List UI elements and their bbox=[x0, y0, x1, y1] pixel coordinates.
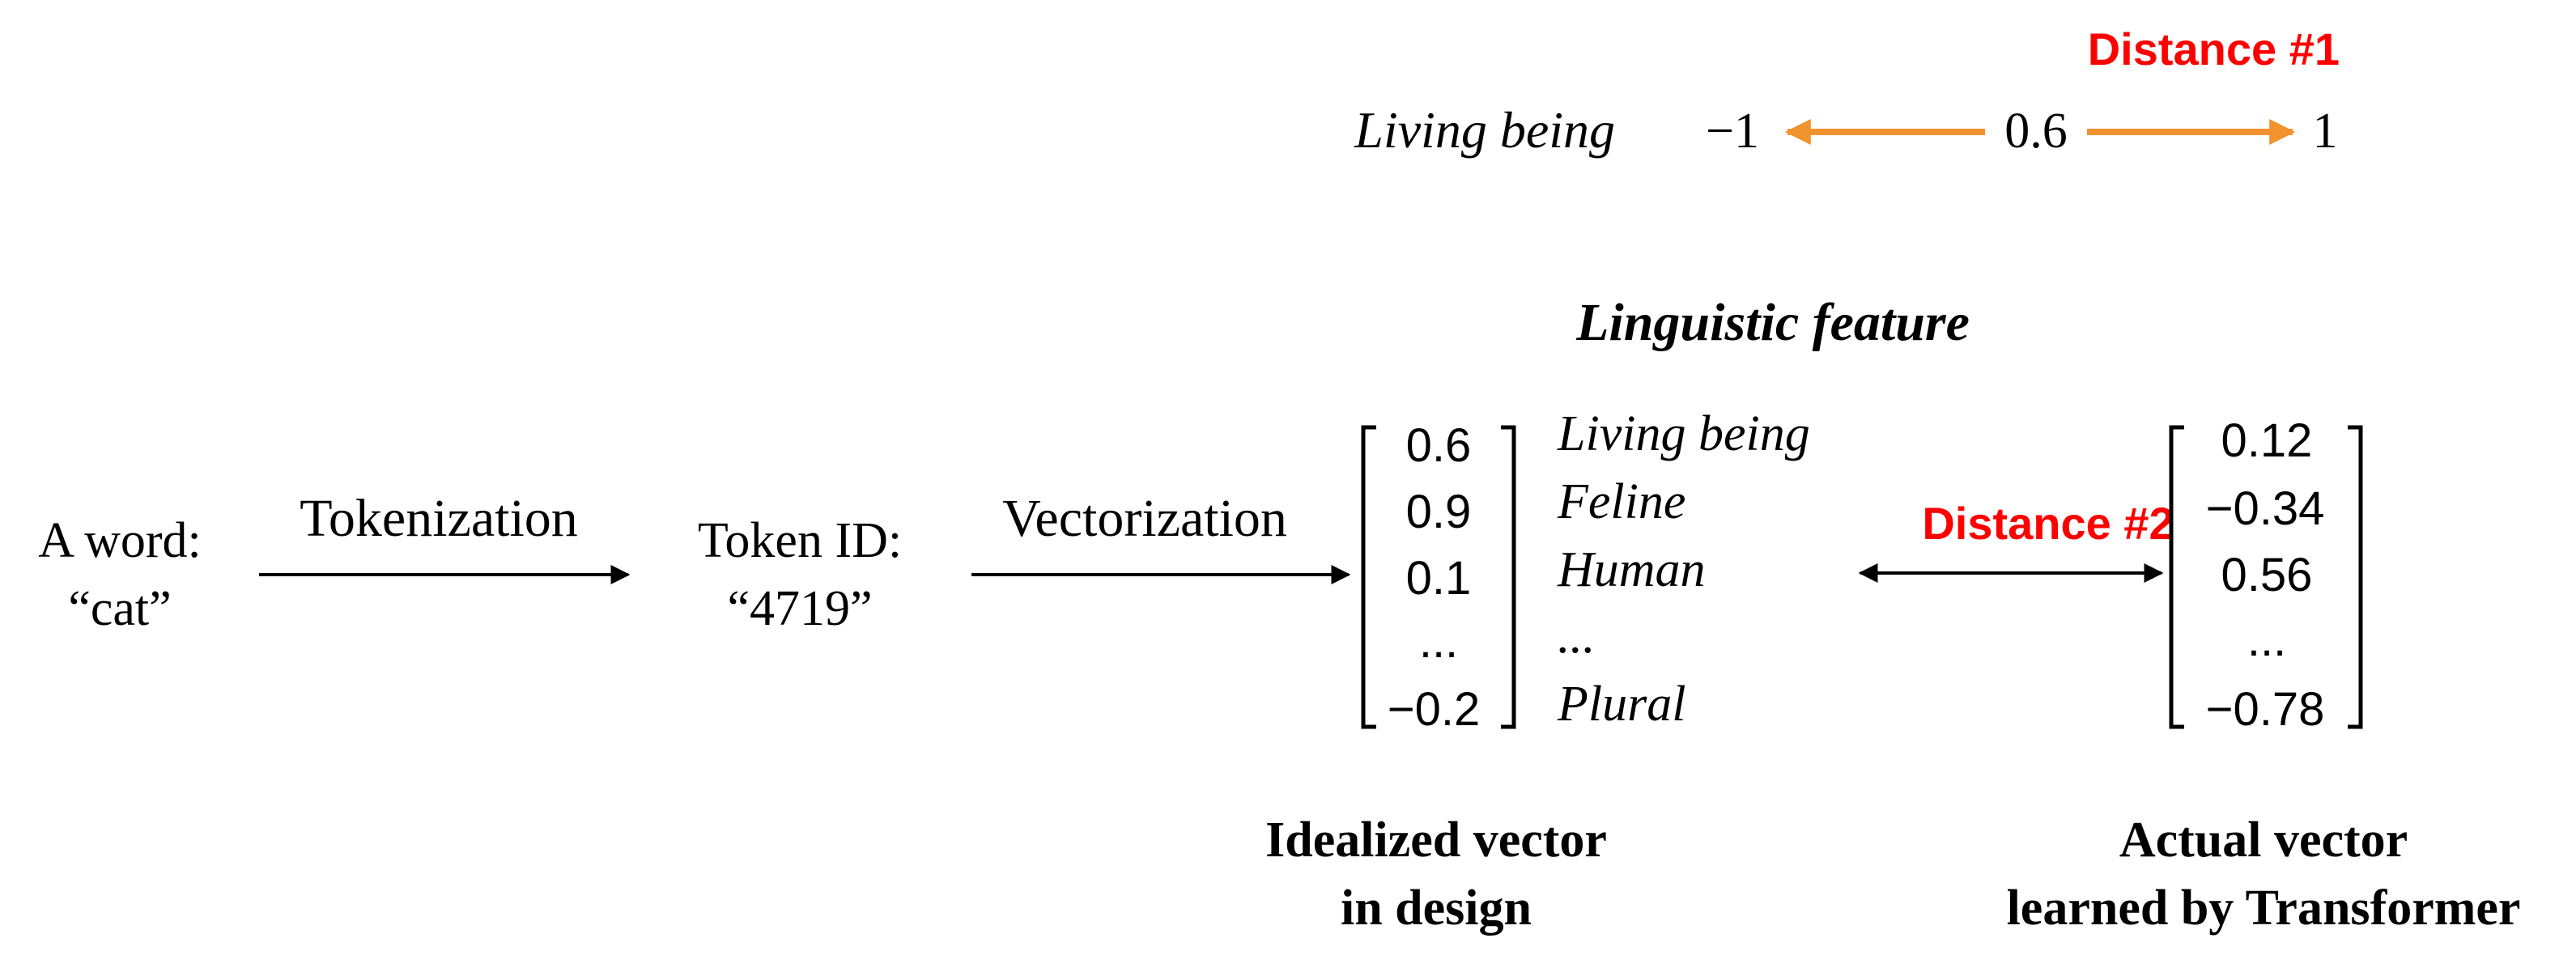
actual-vector-right-bracket bbox=[2348, 427, 2361, 727]
actual-vector-value: 0.56 bbox=[2221, 549, 2313, 601]
distance-2-label: Distance #2 bbox=[1922, 498, 2174, 549]
feature-item: Plural bbox=[1558, 677, 1686, 732]
actual-vector-value: 0.12 bbox=[2221, 414, 2313, 467]
vectorization-label: Vectorization bbox=[1002, 489, 1287, 548]
idealized-vector-value: 0.6 bbox=[1405, 419, 1472, 472]
scale-max-value: 1 bbox=[2312, 104, 2338, 159]
actual-vector-left-bracket bbox=[2171, 427, 2184, 727]
linguistic-feature-heading: Linguistic feature bbox=[1576, 293, 1970, 352]
scale-min-value: −1 bbox=[1706, 104, 1759, 159]
tokenization-label: Tokenization bbox=[300, 489, 578, 548]
word-label-line2: “cat” bbox=[68, 581, 172, 636]
feature-item: Feline bbox=[1558, 474, 1686, 529]
distance-1-label: Distance #1 bbox=[2087, 23, 2340, 74]
scale-feature-label: Living being bbox=[1354, 101, 1615, 159]
feature-item: Living being bbox=[1558, 406, 1810, 461]
actual-vector-value: ... bbox=[2247, 613, 2287, 666]
idealized-vector-left-bracket bbox=[1363, 427, 1376, 727]
idealized-vector-value: ... bbox=[1418, 615, 1459, 668]
idealized-vector-right-bracket bbox=[1501, 427, 1514, 727]
actual-vector-caption-line1: Actual vector bbox=[2119, 813, 2408, 868]
token-label-line1: Token ID: bbox=[697, 513, 903, 568]
token-label-line2: “4719” bbox=[727, 581, 873, 636]
feature-item: ... bbox=[1558, 609, 1596, 664]
idealized-vector-value: −0.2 bbox=[1387, 683, 1481, 736]
actual-vector-value: −0.34 bbox=[2205, 482, 2325, 535]
idealized-vector-caption-line2: in design bbox=[1340, 881, 1532, 936]
word-label-line1: A word: bbox=[38, 513, 202, 568]
scale-mid-value: 0.6 bbox=[2004, 104, 2068, 159]
idealized-vector-value: 0.1 bbox=[1405, 552, 1472, 605]
idealized-vector-caption-line1: Idealized vector bbox=[1265, 813, 1607, 868]
actual-vector-value: −0.78 bbox=[2205, 683, 2325, 736]
actual-vector-caption-line2: learned by Transformer bbox=[2006, 881, 2521, 936]
feature-item: Human bbox=[1558, 542, 1706, 597]
idealized-vector-value: 0.9 bbox=[1405, 486, 1472, 538]
